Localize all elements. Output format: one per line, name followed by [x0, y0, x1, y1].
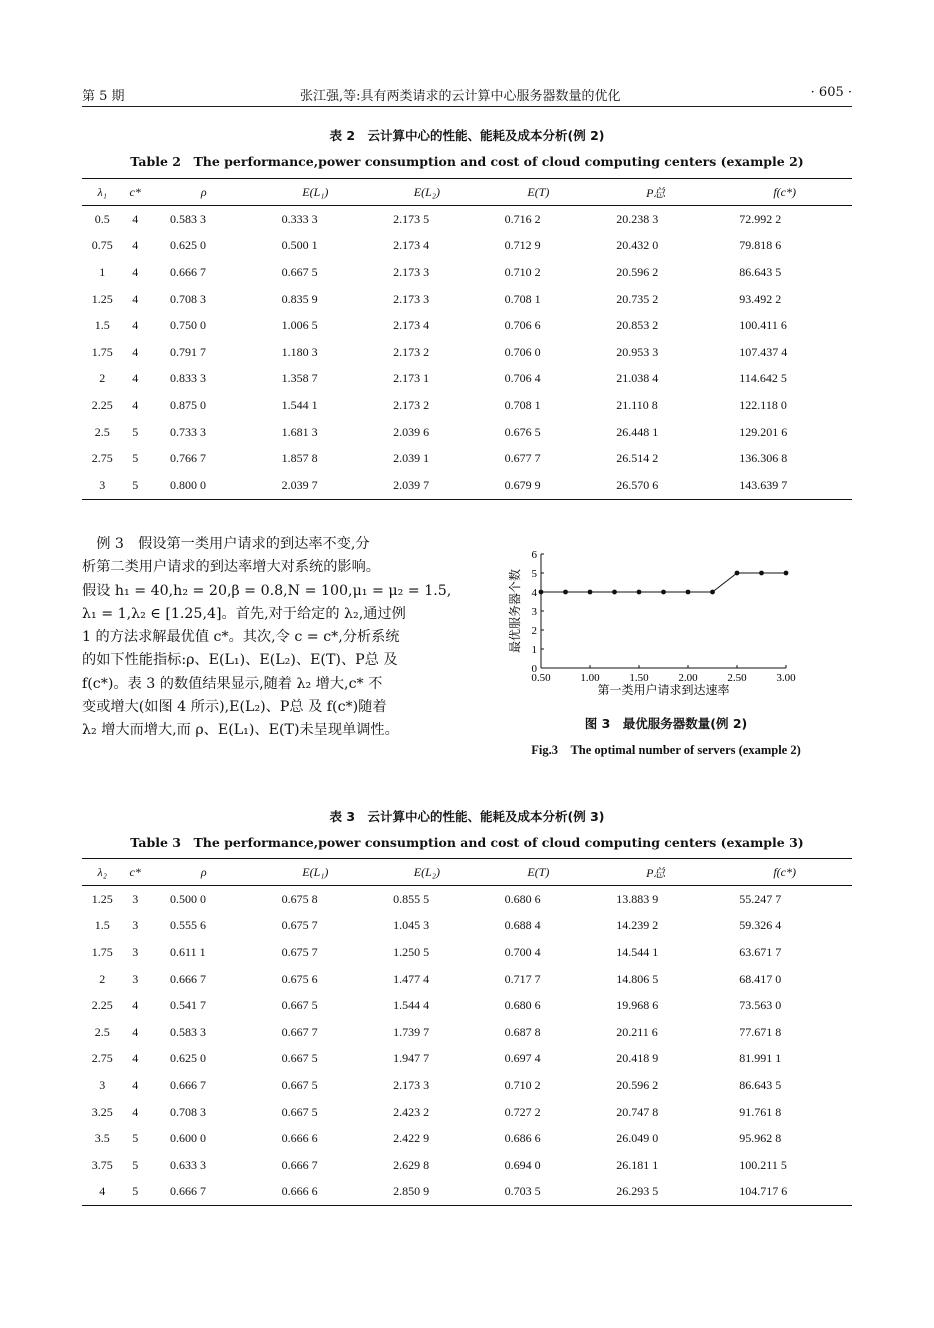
table-row — [82, 286, 852, 313]
table-cell: 0.666 7 — [170, 971, 207, 986]
y-tick-label: 5 — [531, 568, 537, 580]
x-tick-label: 1.00 — [580, 672, 600, 684]
table2-col-header: E(L₂) — [371, 179, 483, 206]
table-cell: 20.432 0 — [616, 238, 659, 253]
table2-col-header: f(c*) — [717, 179, 852, 206]
table-row — [82, 206, 852, 233]
table-cell: 4 — [132, 291, 139, 306]
table-cell: 19.968 6 — [616, 998, 659, 1013]
table-cell: 0.791 7 — [170, 344, 207, 359]
table-cell: 2 — [99, 971, 106, 986]
table-cell: 0.703 5 — [483, 1179, 595, 1206]
data-point — [612, 590, 617, 595]
table-cell: 1.180 3 — [281, 344, 318, 359]
x-tick-label: 0.50 — [531, 672, 551, 684]
table-cell: 2.173 1 — [393, 371, 430, 386]
table-cell: 0.708 1 — [504, 397, 541, 412]
table-cell: 1.25 — [91, 291, 113, 306]
table-cell: 2.629 8 — [393, 1157, 430, 1172]
paragraph-line: 例 3 假设第一类用户请求的到达率不变,分 — [82, 536, 370, 552]
table-cell: 4 — [132, 1024, 139, 1039]
table-cell: 0.600 0 — [170, 1131, 207, 1146]
table-cell: 104.717 6 — [717, 1179, 852, 1206]
table-cell: 2 — [99, 371, 106, 386]
y-tick-label: 2 — [531, 625, 537, 637]
data-point — [588, 590, 593, 595]
table-cell: 0.694 0 — [504, 1157, 541, 1172]
table-row — [82, 259, 852, 286]
table-cell: 0.706 6 — [504, 318, 541, 333]
table-row — [82, 1072, 852, 1099]
table-cell: 0.333 3 — [281, 211, 318, 226]
table-row — [82, 419, 852, 446]
table-cell: 0.800 0 — [148, 472, 260, 499]
table-cell: 21.038 4 — [616, 371, 659, 386]
table-cell: 107.437 4 — [739, 344, 788, 359]
table-cell: 95.962 8 — [739, 1131, 782, 1146]
y-tick-label: 4 — [531, 587, 537, 599]
table2-col-header: P总 — [594, 179, 717, 206]
x-axis-label: 第一类用户请求到达速率 — [597, 683, 730, 697]
table-cell: 1.045 3 — [393, 918, 430, 933]
table-cell: 0.667 5 — [281, 1051, 318, 1066]
table2-col-header: c* — [122, 179, 148, 206]
table-cell: 14.239 2 — [616, 918, 659, 933]
table-cell: 0.687 8 — [504, 1024, 541, 1039]
table2-col-header: ρ — [148, 179, 260, 206]
table-row — [82, 1019, 852, 1046]
table-cell: 2.173 3 — [393, 291, 430, 306]
table-cell: 0.706 4 — [504, 371, 541, 386]
table3-col-header: λ₂ — [82, 859, 122, 886]
table-cell: 0.710 2 — [504, 1077, 541, 1092]
table3-col-header: ρ — [148, 859, 260, 886]
table3-caption-en: Table 3 The performance,power consumption and cost of cloud computing centers (example 3) — [130, 835, 804, 850]
figure3-caption-en: Fig.3 The optimal number of servers (example 2) — [531, 743, 801, 757]
table-cell: 0.855 5 — [393, 891, 430, 906]
table-cell: 0.708 1 — [504, 291, 541, 306]
table-cell: 4 — [132, 397, 139, 412]
table-cell: 0.680 6 — [504, 998, 541, 1013]
table-cell: 2.25 — [91, 397, 113, 412]
table-cell: 0.675 8 — [281, 891, 318, 906]
table3-col-header: E(T) — [483, 859, 595, 886]
table-cell: 0.727 2 — [504, 1104, 541, 1119]
table-cell: 0.667 5 — [281, 1104, 318, 1119]
table-cell: 0.500 1 — [281, 238, 318, 253]
table-row — [82, 939, 852, 966]
table-cell: 136.306 8 — [739, 451, 788, 466]
series-line — [541, 573, 786, 592]
table-cell: 100.411 6 — [739, 318, 787, 333]
table-cell: 1.5 — [94, 318, 110, 333]
x-tick-label: 2.00 — [678, 672, 698, 684]
table-cell: 5 — [122, 1179, 148, 1206]
table-cell: 0.667 5 — [281, 1077, 318, 1092]
table-row — [82, 312, 852, 339]
table-cell: 0.75 — [91, 238, 113, 253]
table-cell: 1 — [99, 264, 106, 279]
table-row — [82, 472, 852, 499]
table-cell: 0.706 0 — [504, 344, 541, 359]
table-cell: 0.667 7 — [281, 1024, 318, 1039]
figure3-caption-cn: 图 3 最优服务器数量(例 2) — [584, 716, 748, 731]
data-point — [735, 571, 740, 576]
table-cell: 0.766 7 — [170, 451, 207, 466]
table-cell: 91.761 8 — [739, 1104, 782, 1119]
table3-caption-cn: 表 3 云计算中心的性能、能耗及成本分析(例 3) — [329, 809, 605, 824]
table-row — [82, 966, 852, 993]
table-cell: 86.643 5 — [739, 264, 782, 279]
table-cell: 20.596 2 — [616, 264, 659, 279]
table-cell: 21.110 8 — [616, 397, 658, 412]
table-cell: 20.211 6 — [616, 1024, 658, 1039]
table-cell: 26.181 1 — [616, 1157, 659, 1172]
table-cell: 72.992 2 — [739, 211, 782, 226]
table-cell: 59.326 4 — [739, 918, 782, 933]
table-cell: 79.818 6 — [739, 238, 782, 253]
table-cell: 2.039 7 — [371, 472, 483, 499]
table2-col-header: λ₁ — [82, 179, 122, 206]
y-tick-label: 1 — [531, 644, 537, 656]
table-cell: 0.710 2 — [504, 264, 541, 279]
table-cell: 5 — [132, 1131, 139, 1146]
table-cell: 20.735 2 — [616, 291, 659, 306]
table-cell: 0.625 0 — [170, 1051, 207, 1066]
table-row — [82, 366, 852, 393]
table-cell: 1.75 — [91, 944, 113, 959]
table-cell: 4 — [132, 1104, 139, 1119]
table-cell: 26.570 6 — [594, 472, 717, 499]
table-cell: 0.667 5 — [281, 998, 318, 1013]
table-cell: 4 — [82, 1179, 122, 1206]
table-cell: 3.25 — [91, 1104, 113, 1119]
data-point — [637, 590, 642, 595]
table-cell: 1.250 5 — [393, 944, 430, 959]
table-cell: 73.563 0 — [739, 998, 782, 1013]
table-row — [82, 886, 852, 913]
table-cell: 4 — [132, 1051, 139, 1066]
table-row — [82, 445, 852, 472]
table-cell: 0.666 7 — [170, 1077, 207, 1092]
y-tick-label: 0 — [531, 663, 537, 675]
header-rule — [82, 106, 852, 107]
table-cell: 1.544 4 — [393, 998, 430, 1013]
table-cell: 0.686 6 — [504, 1131, 541, 1146]
table-cell: 0.733 3 — [170, 424, 207, 439]
table-cell: 5 — [132, 424, 139, 439]
table-cell: 0.835 9 — [281, 291, 318, 306]
page-number: · 605 · — [810, 85, 852, 100]
table-cell: 4 — [132, 998, 139, 1013]
table-cell: 0.611 1 — [170, 944, 206, 959]
table-cell: 3.5 — [94, 1131, 110, 1146]
table-cell: 0.677 7 — [504, 451, 541, 466]
paragraph-line: f(c*)。表 3 的数值结果显示,随着 λ₂ 增大,c* 不 — [82, 675, 383, 692]
paragraph-line: λ₁ = 1,λ₂ ∈ [1.25,4]。首先,对于给定的 λ₂,通过例 — [82, 605, 406, 622]
x-tick-label: 3.00 — [776, 672, 796, 684]
table-cell: 0.583 3 — [170, 211, 207, 226]
table-cell: 4 — [132, 211, 139, 226]
table-cell: 5 — [132, 451, 139, 466]
table-cell: 0.750 0 — [170, 318, 207, 333]
table-row — [82, 1152, 852, 1179]
table-cell: 1.857 8 — [281, 451, 318, 466]
data-point — [539, 590, 544, 595]
table-cell: 2.039 6 — [393, 424, 430, 439]
table-cell: 1.477 4 — [393, 971, 430, 986]
table-cell: 2.422 9 — [393, 1131, 430, 1146]
table-cell: 0.666 6 — [260, 1179, 372, 1206]
table2-col-header: E(L₁) — [260, 179, 372, 206]
table-cell: 3 — [99, 1077, 106, 1092]
table-row — [82, 233, 852, 260]
table-cell: 3 — [132, 944, 139, 959]
table-cell: 20.747 8 — [616, 1104, 659, 1119]
table-cell: 0.666 6 — [281, 1131, 318, 1146]
y-axis-label: 最优服务器个数 — [508, 568, 522, 654]
figure3-chart — [480, 545, 852, 700]
table-cell: 2.173 4 — [393, 238, 430, 253]
table-cell: 3 — [132, 971, 139, 986]
table-cell: 1.006 5 — [281, 318, 318, 333]
issue-number: 第 5 期 — [82, 89, 125, 104]
table-cell: 26.293 5 — [594, 1179, 717, 1206]
table-row — [82, 392, 852, 419]
table-cell: 1.947 7 — [393, 1051, 430, 1066]
table-cell: 1.739 7 — [393, 1024, 430, 1039]
table2-caption-cn: 表 2 云计算中心的性能、能耗及成本分析(例 2) — [329, 128, 605, 143]
table-cell: 20.418 9 — [616, 1051, 659, 1066]
table-row — [82, 1179, 852, 1206]
table-cell: 20.596 2 — [616, 1077, 659, 1092]
table-cell: 13.883 9 — [616, 891, 659, 906]
data-point — [661, 590, 666, 595]
x-tick-label: 2.50 — [727, 672, 747, 684]
table-cell: 2.5 — [94, 424, 110, 439]
table-cell: 0.708 3 — [170, 291, 207, 306]
table-cell: 0.676 5 — [504, 424, 541, 439]
table-row — [82, 1125, 852, 1152]
table-cell: 1.5 — [94, 918, 110, 933]
table-cell: 93.492 2 — [739, 291, 782, 306]
table-cell: 0.675 7 — [281, 918, 318, 933]
paragraph-line: 的如下性能指标:ρ、E(L₁)、E(L₂)、E(T)、P总 及 — [82, 652, 398, 669]
table-cell: 1.681 3 — [281, 424, 318, 439]
table-cell: 26.049 0 — [616, 1131, 659, 1146]
table-cell: 0.555 6 — [170, 918, 207, 933]
table-row — [82, 913, 852, 940]
table-cell: 0.680 6 — [504, 891, 541, 906]
table-cell: 0.500 0 — [170, 891, 207, 906]
table-cell: 0.541 7 — [170, 998, 207, 1013]
table-cell: 2.039 7 — [260, 472, 372, 499]
table-cell: 1.358 7 — [281, 371, 318, 386]
table-cell: 2.5 — [94, 1024, 110, 1039]
table-cell: 0.833 3 — [170, 371, 207, 386]
table-cell: 2.75 — [91, 1051, 113, 1066]
paragraph-line: 1 的方法求解最优值 c*。其次,令 c = c*,分析系统 — [82, 629, 400, 646]
table-cell: 129.201 6 — [739, 424, 788, 439]
table3-header-row — [82, 859, 852, 886]
table-cell: 5 — [122, 472, 148, 499]
paragraph-line: 假设 h₁ = 40,h₂ = 20,β = 0.8,N = 100,μ₁ = μ₂ = 1.5, — [82, 582, 452, 599]
x-tick-label: 1.50 — [629, 672, 649, 684]
table-cell: 2.173 4 — [393, 318, 430, 333]
table-cell: 122.118 0 — [739, 397, 787, 412]
table-cell: 0.700 4 — [504, 944, 541, 959]
table3-col-header: E(L₂) — [371, 859, 483, 886]
data-point — [710, 590, 715, 595]
paragraph-line: 析第二类用户请求的到达率增大对系统的影响。 — [82, 559, 380, 576]
table-cell: 0.5 — [94, 211, 110, 226]
table-cell: 63.671 7 — [739, 944, 782, 959]
table-cell: 2.173 3 — [393, 1077, 430, 1092]
table3-body — [82, 886, 852, 1206]
table-cell: 68.417 0 — [739, 971, 782, 986]
table-row — [82, 339, 852, 366]
table-cell: 81.991 1 — [739, 1051, 782, 1066]
table-cell: 86.643 5 — [739, 1077, 782, 1092]
table2-caption-en: Table 2 The performance,power consumption and cost of cloud computing centers (example 2) — [130, 154, 804, 169]
table3-col-header: c* — [122, 859, 148, 886]
table-cell: 0.666 7 — [148, 1179, 260, 1206]
table-cell: 0.675 6 — [281, 971, 318, 986]
data-point — [686, 590, 691, 595]
table-cell: 77.671 8 — [739, 1024, 782, 1039]
data-point — [784, 571, 789, 576]
table-cell: 0.875 0 — [170, 397, 207, 412]
table-cell: 0.716 2 — [504, 211, 541, 226]
table-cell: 114.642 5 — [739, 371, 787, 386]
table-cell: 2.173 2 — [393, 344, 430, 359]
table-cell: 14.806 5 — [616, 971, 659, 986]
data-point — [759, 571, 764, 576]
data-point — [563, 590, 568, 595]
table-cell: 3.75 — [91, 1157, 113, 1172]
table-cell: 20.853 2 — [616, 318, 659, 333]
table2-col-header: E(T) — [483, 179, 595, 206]
table-cell: 1.544 1 — [281, 397, 318, 412]
table-cell: 4 — [132, 318, 139, 333]
table-cell: 0.679 9 — [483, 472, 595, 499]
running-title: 张江强,等:具有两类请求的云计算中心服务器数量的优化 — [300, 89, 621, 104]
table-cell: 100.211 5 — [739, 1157, 787, 1172]
table-cell: 0.633 3 — [170, 1157, 207, 1172]
table-cell: 0.717 7 — [504, 971, 541, 986]
table-cell: 0.666 7 — [170, 264, 207, 279]
table3 — [82, 858, 852, 1206]
table-cell: 0.712 9 — [504, 238, 541, 253]
table-cell: 0.688 4 — [504, 918, 541, 933]
table-cell: 2.25 — [91, 998, 113, 1013]
table2-body — [82, 206, 852, 500]
table-cell: 26.514 2 — [616, 451, 659, 466]
table-cell: 20.238 3 — [616, 211, 659, 226]
table-row — [82, 1046, 852, 1073]
table-cell: 0.666 7 — [281, 1157, 318, 1172]
table-cell: 1.25 — [91, 891, 113, 906]
table-cell: 0.625 0 — [170, 238, 207, 253]
table2-header-row — [82, 179, 852, 206]
table-cell: 4 — [132, 371, 139, 386]
table-cell: 20.953 3 — [616, 344, 659, 359]
table-cell: 14.544 1 — [616, 944, 659, 959]
table-cell: 2.039 1 — [393, 451, 430, 466]
table-cell: 2.75 — [91, 451, 113, 466]
table-cell: 26.448 1 — [616, 424, 659, 439]
example3-paragraph — [82, 533, 460, 743]
table-row — [82, 992, 852, 1019]
table-cell: 0.675 7 — [281, 944, 318, 959]
table-cell: 0.697 4 — [504, 1051, 541, 1066]
table-cell: 0.667 5 — [281, 264, 318, 279]
table-cell: 3 — [132, 891, 139, 906]
table-cell: 2.173 2 — [393, 397, 430, 412]
table-cell: 55.247 7 — [739, 891, 782, 906]
table-cell: 3 — [132, 918, 139, 933]
table-cell: 4 — [132, 1077, 139, 1092]
table-cell: 5 — [132, 1157, 139, 1172]
table-cell: 2.173 3 — [393, 264, 430, 279]
y-tick-label: 6 — [531, 549, 537, 561]
table-cell: 4 — [132, 264, 139, 279]
table3-col-header: E(L₁) — [260, 859, 372, 886]
table-cell: 0.583 3 — [170, 1024, 207, 1039]
table-cell: 143.639 7 — [717, 472, 852, 499]
table-cell: 1.75 — [91, 344, 113, 359]
table-cell: 2.173 5 — [393, 211, 430, 226]
paragraph-line: 变或增大(如图 4 所示),E(L₂)、P总 及 f(c*)随着 — [82, 699, 387, 716]
table-cell: 0.708 3 — [170, 1104, 207, 1119]
table-cell: 2.423 2 — [393, 1104, 430, 1119]
paragraph-line: λ₂ 增大而增大,而 ρ、E(L₁)、E(T)未呈现单调性。 — [82, 722, 399, 739]
table3-col-header: P总 — [594, 859, 717, 886]
table-cell: 4 — [132, 238, 139, 253]
table-row — [82, 1099, 852, 1126]
table3-col-header: f(c*) — [717, 859, 852, 886]
table2 — [82, 178, 852, 500]
y-tick-label: 3 — [531, 606, 537, 618]
table-cell: 2.850 9 — [371, 1179, 483, 1206]
table-cell: 3 — [82, 472, 122, 499]
table-cell: 4 — [132, 344, 139, 359]
